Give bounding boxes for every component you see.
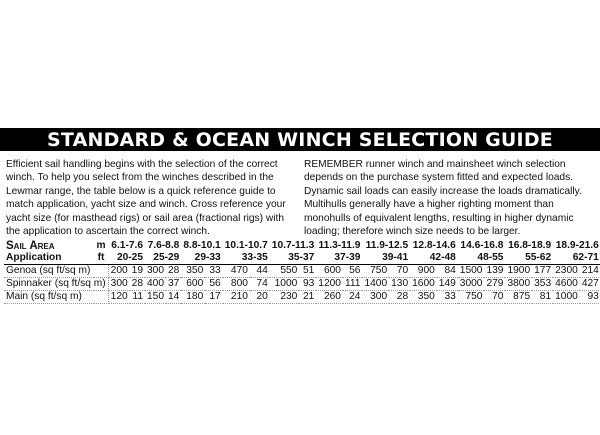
range-ft: 48-55 <box>458 252 506 265</box>
cell-sq-ft: 350 <box>181 265 205 278</box>
cell-sq-ft: 750 <box>362 265 389 278</box>
cell-sq-ft: 1900 <box>507 265 531 276</box>
cell-sq-m: 24 <box>343 291 362 304</box>
table-row <box>4 278 600 291</box>
range-m: 14.6-16.8 <box>460 240 504 251</box>
range-m: 6.1-7.6 <box>111 240 143 251</box>
range-m: 10.1-10.7 <box>224 240 268 251</box>
cell-sq-ft: 230 <box>270 291 300 304</box>
cell-sq-m: 51 <box>299 265 316 278</box>
cell-sq-ft: 3800 <box>507 278 531 289</box>
cell-sq-ft: 800 <box>223 278 250 291</box>
cell-sq-m: 33 <box>205 265 222 278</box>
cell-sq-m: 93 <box>580 291 600 304</box>
cell-sq-m: 353 <box>534 278 552 289</box>
row-label: Genoa (sq ft/sq m) <box>4 265 108 278</box>
cell-sq-m: 139 <box>486 265 504 276</box>
cell-sq-m: 93 <box>299 278 316 291</box>
range-m: 8.8-10.1 <box>183 240 221 251</box>
cell-sq-ft: 200 <box>108 265 130 278</box>
cell-sq-ft: 400 <box>147 278 164 289</box>
intro-left-paragraph: Efficient sail handling begins with the selection of the correct winch. To help you select from the winches described in the Lewmar range, the table below is a quick reference guide to match application, yacht size and winch. Cross reference your yacht size (for masthead rigs) or sail area (fractional rigs) with the application to ascertain the correct winch. <box>6 159 286 238</box>
range-m: 7.6-8.8 <box>147 240 180 251</box>
cell-sq-ft: 1500 <box>459 265 483 276</box>
cell-sq-m: 37 <box>168 278 180 289</box>
cell-sq-m: 74 <box>250 278 270 291</box>
cell-sq-ft: 1400 <box>364 278 388 289</box>
cell-sq-ft: 350 <box>410 291 437 304</box>
cell-sq-ft: 1600 <box>412 278 435 289</box>
cell-sq-m: 28 <box>389 291 410 304</box>
cell-sq-ft: 600 <box>316 265 343 278</box>
range-m: 18.9-21.6 <box>555 240 599 251</box>
cell-sq-m: 56 <box>205 278 222 291</box>
cell-sq-ft: 210 <box>223 291 250 304</box>
cell-sq-m: 427 <box>581 278 599 289</box>
cell-sq-m: 28 <box>168 265 180 276</box>
range-ft: 35-37 <box>270 252 317 265</box>
range-ft: 39-41 <box>362 252 410 265</box>
cell-sq-m: 28 <box>131 278 143 289</box>
cell-sq-m: 177 <box>534 265 552 276</box>
cell-sq-ft: 1000 <box>555 291 578 302</box>
cell-sq-m: 214 <box>581 265 599 276</box>
cell-sq-m: 111 <box>344 278 361 289</box>
cell-sq-m: 84 <box>437 265 458 278</box>
cell-sq-ft: 4600 <box>555 278 578 289</box>
cell-sq-m: 20 <box>250 291 270 304</box>
cell-sq-m: 70 <box>484 291 505 304</box>
range-ft: 42-48 <box>410 252 458 265</box>
cell-sq-m: 11 <box>130 291 145 304</box>
row-label: Main (sq ft/sq m) <box>4 291 108 304</box>
cell-sq-ft: 3000 <box>459 278 483 289</box>
page-title: STANDARD & OCEAN WINCH SELECTION GUIDE <box>0 128 600 151</box>
cell-sq-ft: 150 <box>147 291 164 302</box>
cell-sq-ft: 875 <box>505 291 532 304</box>
range-ft: 25-29 <box>145 252 181 265</box>
cell-sq-ft: 1200 <box>318 278 341 289</box>
cell-sq-ft: 1000 <box>270 278 300 291</box>
cell-sq-ft: 750 <box>458 291 485 304</box>
range-ft: 33-35 <box>223 252 270 265</box>
range-m: 10.7-11.3 <box>271 240 315 251</box>
range-ft: 37-39 <box>316 252 362 265</box>
row-label: Spinnaker (sq ft/sq m) <box>4 278 108 291</box>
cell-sq-ft: 260 <box>316 291 343 304</box>
range-m: 16.8-18.9 <box>508 240 552 251</box>
cell-sq-ft: 300 <box>147 265 164 276</box>
range-ft: 29-33 <box>181 252 222 265</box>
unit-ft: ft <box>94 252 108 265</box>
cell-sq-m: 21 <box>299 291 316 304</box>
cell-sq-ft: 470 <box>223 265 250 278</box>
cell-sq-ft: 120 <box>108 291 130 304</box>
sail-area-heading: Sail Area <box>6 240 55 252</box>
table-row <box>4 291 600 304</box>
cell-sq-ft: 300 <box>362 291 389 304</box>
cell-sq-m: 130 <box>391 278 409 289</box>
cell-sq-m: 33 <box>437 291 458 304</box>
cell-sq-m: 19 <box>131 265 143 276</box>
range-ft: 55-62 <box>505 252 553 265</box>
range-m: 11.9-12.5 <box>365 240 409 251</box>
cell-sq-m: 56 <box>343 265 362 278</box>
header-row-imperial <box>4 252 600 265</box>
range-m: 11.3-11.9 <box>318 240 361 251</box>
cell-sq-ft: 300 <box>108 278 130 291</box>
range-m: 12.8-14.6 <box>412 240 456 251</box>
cell-sq-ft: 2300 <box>555 265 578 276</box>
cell-sq-m: 14 <box>168 291 180 302</box>
header-row-metric <box>4 240 600 252</box>
cell-sq-ft: 550 <box>270 265 300 278</box>
winch-selection-table <box>4 240 600 304</box>
cell-sq-ft: 900 <box>410 265 437 278</box>
cell-sq-m: 70 <box>389 265 410 278</box>
intro-columns <box>6 158 594 238</box>
cell-sq-ft: 180 <box>181 291 205 304</box>
cell-sq-ft: 600 <box>181 278 205 291</box>
cell-sq-m: 149 <box>438 278 456 289</box>
unit-m: m <box>96 240 106 251</box>
cell-sq-m: 17 <box>205 291 222 304</box>
table-row <box>4 265 600 278</box>
cell-sq-m: 279 <box>486 278 504 289</box>
cell-sq-m: 44 <box>250 265 270 278</box>
application-heading: Application <box>4 252 94 265</box>
range-ft: 62-71 <box>553 252 600 265</box>
range-ft: 20-25 <box>108 252 145 265</box>
intro-right-paragraph: REMEMBER runner winch and mainsheet winch selection depends on the purchase system fitted and expected loads. Dynamic sail loads can easily increase the loads dramatically. Multihulls generally have a higher righting moment than monohulls of equivalent lengths, resulting in higher dynamic loading; therefore winch size needs to be larger. <box>304 159 582 238</box>
cell-sq-m: 81 <box>532 291 553 304</box>
